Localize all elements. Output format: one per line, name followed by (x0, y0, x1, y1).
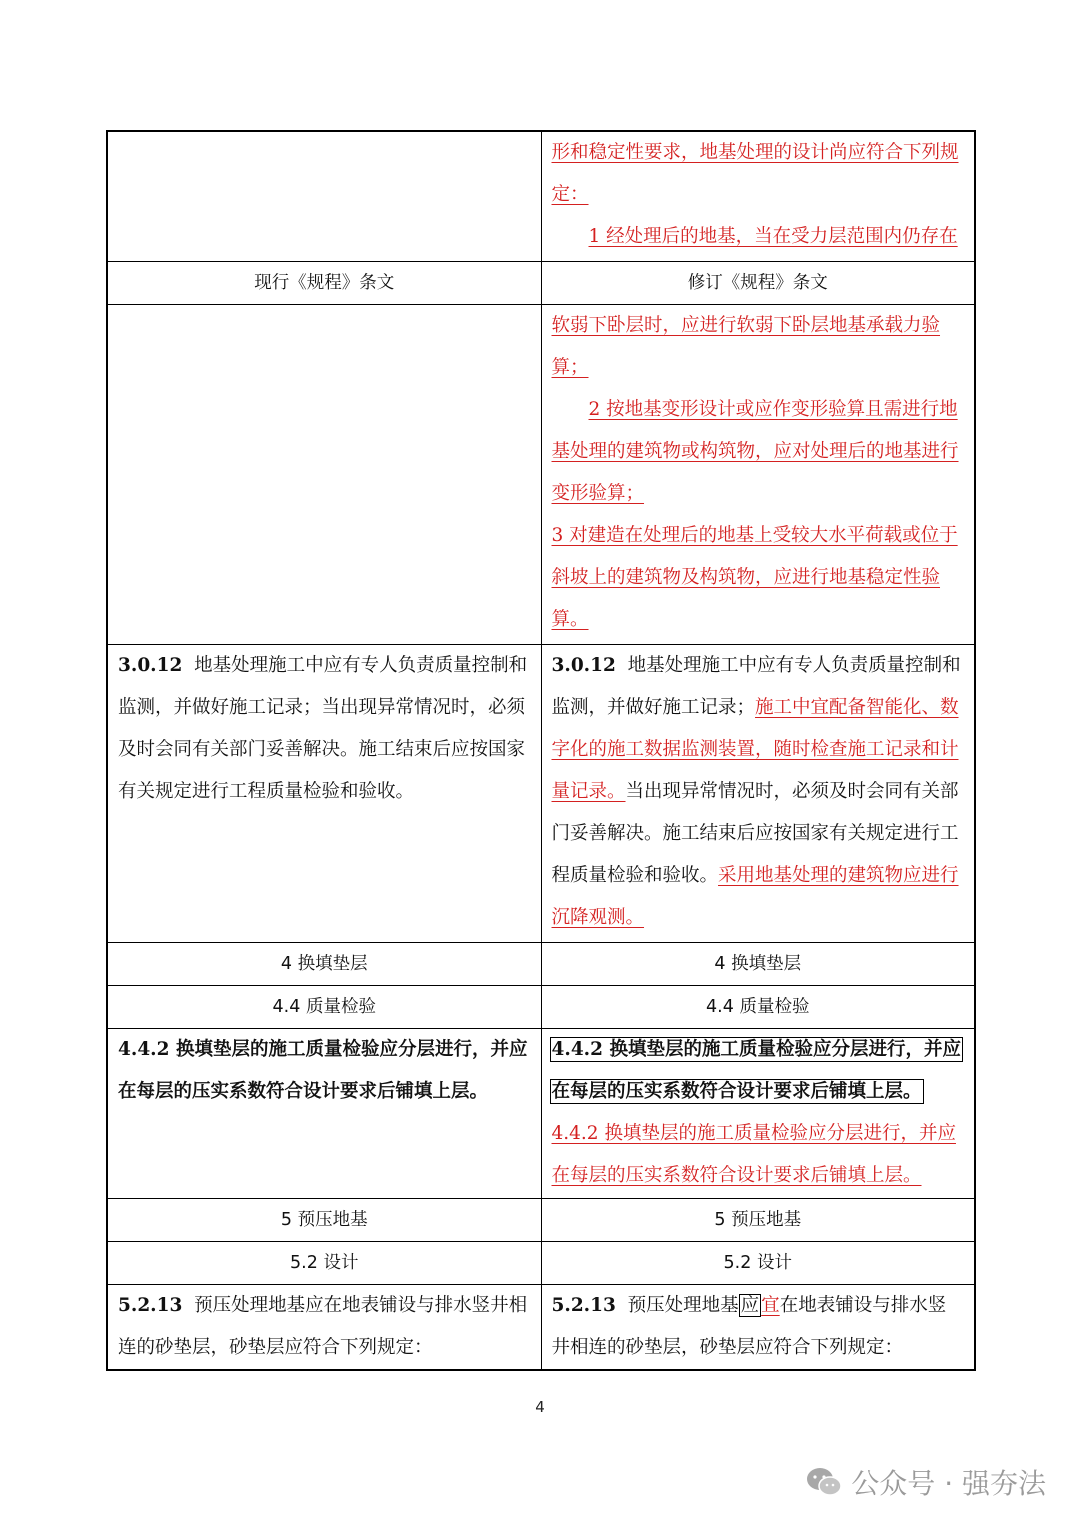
cell-revised-5213: 5.2.13 预压处理地基 应 宜在地表铺设与排水竖井相连的砂垫层，砂垫层应符合下列规定： (541, 1284, 975, 1370)
cell-revised-3012: 3.0.12 地基处理施工中应有专人负责质量控制和监测，并做好施工记录；施工中宜配备智能化、数字化的施工数据监测装置，随时检查施工记录和计量记录。当出现异常情况时，必须及时会同有关部门妥善解决。施工结束后应按国家有关规定进行工程质量检验和验收。采用地基处理的建筑物应进行沉降观测。 (541, 644, 975, 942)
cell-revised-continued: 形和稳定性要求，地基处理的设计尚应符合下列规定： 1 经处理后的地基，当在受力层范围内仍存在 (541, 131, 975, 261)
section-row (107, 985, 975, 1028)
chapter-current: 5 预压地基 (107, 1198, 541, 1241)
table-row (107, 304, 975, 644)
cell-current-empty (107, 304, 541, 644)
watermark-text: 公众号 · 强夯法 (851, 1467, 1046, 1500)
chapter-revised: 4 换填垫层 (541, 942, 975, 985)
cell-current-3012: 3.0.12 地基处理施工中应有专人负责质量控制和监测，并做好施工记录；当出现异常情况时，必须及时会同有关部门妥善解决。施工结束后应按国家有关规定进行工程质量检验和验收。 (107, 644, 541, 942)
chapter-row (107, 1198, 975, 1241)
deleted-text-box: 在每层的压实系数符合设计要求后铺填上层。 (551, 1080, 922, 1102)
clause-number: 3.0.12 (551, 654, 616, 676)
deleted-text-box: 4.4.2 换填垫层的施工质量检验应分层进行，并应 (551, 1038, 961, 1060)
wechat-icon (805, 1466, 843, 1498)
cell-current-5213: 5.2.13 预压处理地基应在地表铺设与排水竖井相连的砂垫层，砂垫层应符合下列规定： (107, 1284, 541, 1370)
table-row (107, 1028, 975, 1198)
chapter-revised: 5 预压地基 (541, 1198, 975, 1241)
header-revised: 修订《规程》条文 (541, 261, 975, 304)
comparison-table (106, 130, 976, 1371)
cell-revised-442: 4.4.2 换填垫层的施工质量检验应分层进行，并应 在每层的压实系数符合设计要求后铺填上层。 4.4.2 换填垫层的施工质量检验应分层进行，并应在每层的压实系数符合设计要求后铺填上层。 (541, 1028, 975, 1198)
section-current: 4.4 质量检验 (107, 985, 541, 1028)
watermark (805, 1462, 1046, 1502)
table-row (107, 131, 975, 261)
clause-number: 5.2.13 (551, 1294, 616, 1316)
chapter-row (107, 942, 975, 985)
cell-current-442: 4.4.2 换填垫层的施工质量检验应分层进行，并应在每层的压实系数符合设计要求后铺填上层。 (107, 1028, 541, 1198)
section-revised: 5.2 设计 (541, 1241, 975, 1284)
cell-revised-clauses: 软弱下卧层时，应进行软弱下卧层地基承载力验算； 2 按地基变形设计或应作变形验算且需进行地基处理的建筑物或构筑物，应对处理后的地基进行变形验算； 3 对建造在处理后的地基上受较大水平荷载或位于斜坡上的建筑物及构筑物，应进行地基稳定性验算。 (541, 304, 975, 644)
section-row (107, 1241, 975, 1284)
header-current: 现行《规程》条文 (107, 261, 541, 304)
clause-number: 5.2.13 (118, 1294, 183, 1316)
clause-number: 3.0.12 (118, 654, 183, 676)
section-current: 5.2 设计 (107, 1241, 541, 1284)
cell-current-empty (107, 131, 541, 261)
inserted-char: 宜 (761, 1294, 780, 1316)
table-row (107, 1284, 975, 1370)
table-header-row (107, 261, 975, 304)
table-row (107, 644, 975, 942)
section-revised: 4.4 质量检验 (541, 985, 975, 1028)
deleted-char: 应 (740, 1294, 760, 1316)
page-number: 4 (535, 1398, 545, 1416)
chapter-current: 4 换填垫层 (107, 942, 541, 985)
